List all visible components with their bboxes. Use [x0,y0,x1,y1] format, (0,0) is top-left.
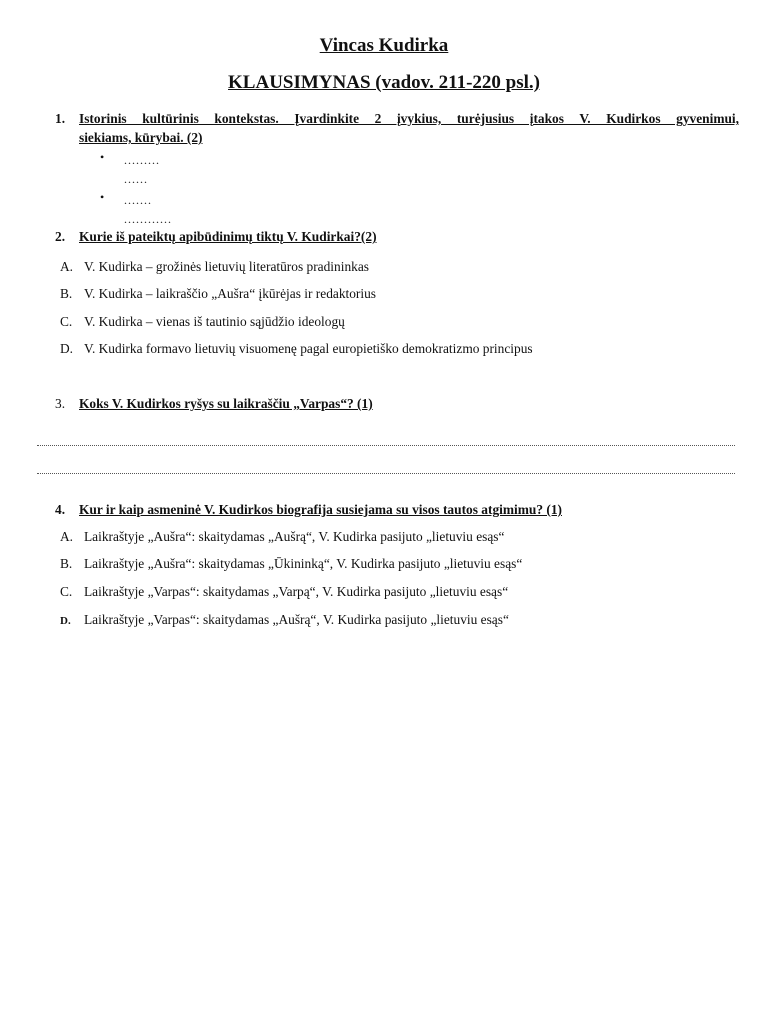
option-a[interactable] [60,529,504,545]
option-b[interactable] [60,286,376,302]
option-b[interactable] [60,556,522,572]
page-title: Vincas Kudirka [319,35,449,56]
option-letter: B. [60,556,73,571]
option-letter: A. [60,259,74,274]
question-text-line-1: Istorinis kultūrinis kontekstas. Įvardinkite 2 įvykius, turėjusius įtakos V. Kudirkos gyvenimui, [79,111,739,126]
question-text-line-2: siekiams, kūrybai. (2) [79,130,203,145]
bullet-icon: • [100,190,105,204]
option-text: V. Kudirka – vienas iš tautinio sąjūdžio ideologų [84,314,345,329]
answer-blank[interactable]: ......... [124,153,160,167]
option-letter: C. [60,314,73,329]
option-d[interactable] [60,341,533,357]
option-c[interactable] [60,314,345,330]
question-text: Koks V. Kudirkos ryšys su laikraščiu „Varpas“? (1) [79,396,373,411]
option-text: V. Kudirka formavo lietuvių visuomenę pagal europietiško demokratizmo principus [84,341,533,356]
page-subtitle: KLAUSIMYNAS (vadov. 211-220 psl.) [228,72,540,93]
answer-blank[interactable]: ............ [124,212,172,226]
answer-line[interactable] [37,445,735,446]
answer-line[interactable] [37,473,735,474]
answer-blank[interactable]: ...... [124,172,148,186]
option-letter: B. [60,286,73,301]
question-number: 1. [55,111,66,126]
question-number: 4. [55,502,66,517]
option-text: V. Kudirka – laikraščio „Aušra“ įkūrėjas ir redaktorius [84,286,377,301]
option-text: Laikraštyje „Aušra“: skaitydamas „Aušrą“, V. Kudirka pasijuto „lietuviu esąs“ [84,529,505,544]
option-text: Laikraštyje „Aušra“: skaitydamas „Ūkininką“, V. Kudirka pasijuto „lietuviu esąs“ [84,556,523,571]
option-text: Laikraštyje „Varpas“: skaitydamas „Varpą“, V. Kudirka pasijuto „lietuviu esąs“ [84,584,509,599]
option-text: V. Kudirka – grožinės lietuvių literatūros pradininkas [84,259,369,274]
option-letter: A. [60,529,74,544]
question-text: Kur ir kaip asmeninė V. Kudirkos biografija susiejama su visos tautos atgimimu? (1) [79,502,562,517]
option-letter: D. [60,615,71,627]
question-number: 3. [55,396,66,411]
option-letter: D. [60,341,74,356]
question-text: Kurie iš pateiktų apibūdinimų tiktų V. Kudirkai?(2) [79,229,377,244]
answer-blank[interactable]: ....... [124,193,152,207]
option-letter: C. [60,584,73,599]
question-number: 2. [55,229,66,244]
option-text: Laikraštyje „Varpas“: skaitydamas „Aušrą“, V. Kudirka pasijuto „lietuviu esąs“ [84,612,509,627]
option-c[interactable] [60,584,508,600]
bullet-icon: • [100,150,105,164]
option-d[interactable] [60,612,509,628]
option-a[interactable] [60,259,369,275]
